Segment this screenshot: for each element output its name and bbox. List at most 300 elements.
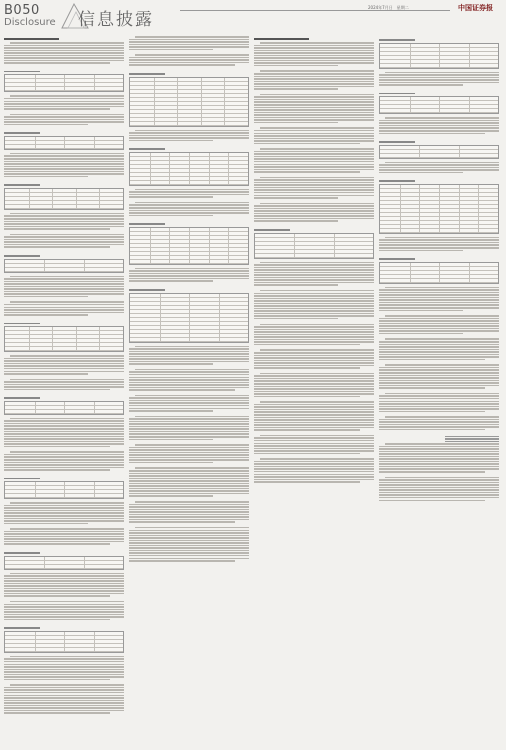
text-line [254,184,374,186]
text-line [254,362,374,364]
table-caption [4,552,40,554]
text-line [379,446,499,448]
text-line [379,310,463,312]
text-line [379,497,499,499]
text-line [254,277,374,279]
table-column-divider [169,153,170,185]
text-line [254,383,374,385]
text-line [4,669,124,671]
text-line [129,389,235,391]
text-line [379,494,499,496]
text-line [4,163,124,165]
text-line [254,427,374,429]
text-line [4,45,124,47]
text-line [129,555,249,557]
table-column-divider [478,185,479,233]
text-line [129,560,235,562]
text-line [129,348,249,350]
text-line [129,521,235,523]
table-column-divider [35,75,36,91]
text-line [10,234,124,236]
text-line [254,443,374,445]
table-column-divider [52,189,53,209]
text-line [129,547,249,549]
text-line [254,404,374,406]
text-line [254,210,374,212]
text-line [10,502,124,504]
paragraph-gap [379,432,499,435]
text-line [254,344,360,346]
text-line [260,148,374,150]
text-line [254,476,374,478]
text-line [129,363,213,365]
text-line [129,480,249,482]
text-line [385,393,499,395]
text-line [4,436,124,438]
newspaper-name: 中国证券报 [458,3,493,12]
signature-line [445,441,499,443]
text-line [4,515,124,517]
column-4 [379,36,499,744]
text-line [254,138,374,140]
table-column-divider [94,402,95,414]
text-line [254,474,374,476]
text-line [379,130,499,132]
paragraph-gap [129,283,249,286]
table-column-divider [160,294,161,342]
text-line [254,47,374,49]
text-line [4,580,124,582]
paragraph-gap [4,472,124,475]
table-column-divider [84,557,85,569]
text-line [254,213,374,215]
text-line [135,416,249,418]
text-line [129,535,249,537]
text-line [129,361,249,363]
text-line [379,172,463,174]
text-line [379,456,499,458]
data-table [379,145,499,159]
text-line [10,355,124,357]
text-line [260,127,374,129]
text-line [4,679,110,681]
table-caption [379,39,415,41]
text-line [254,313,374,315]
text-line [4,291,124,293]
data-table [379,262,499,284]
text-line [254,463,374,465]
table-column-divider [224,78,225,126]
text-line [129,436,249,438]
section-code: B050 [4,3,40,18]
text-line [129,421,249,423]
text-line [4,666,124,668]
text-line [129,212,249,214]
text-line [254,339,374,341]
text-line [129,278,249,280]
signature-line [445,438,499,440]
table-column-divider [29,327,30,351]
data-table [4,259,124,273]
table-column-divider [469,263,470,283]
text-line [254,208,374,210]
text-line [254,308,374,310]
table-column-divider [64,75,65,91]
table-column-divider [294,234,295,258]
text-line [254,99,374,101]
text-line [4,446,110,448]
text-line [129,382,249,384]
text-line [4,283,124,285]
text-line [4,57,124,59]
table-column-divider [228,153,229,185]
text-line [135,395,249,397]
data-table [129,152,249,186]
text-line [129,433,249,435]
text-line [254,300,374,302]
text-line [129,384,249,386]
text-line [379,328,499,330]
text-line [129,379,249,381]
text-line [4,700,124,702]
text-line [379,492,499,494]
table-column-divider [228,228,229,264]
text-line [10,656,124,658]
text-line [379,344,499,346]
text-line [4,381,124,383]
table-column-divider [189,228,190,264]
paragraph-gap [379,252,499,255]
text-line [385,315,499,317]
text-line [379,320,499,322]
text-line [4,371,124,373]
table-column-divider [400,185,401,233]
text-line [129,204,249,206]
table-caption [4,323,40,325]
text-line [379,84,463,86]
text-line [4,541,124,543]
section-heading [254,38,309,40]
text-line [254,107,374,109]
text-line [129,506,249,508]
text-line [254,406,374,408]
text-line [4,606,124,608]
data-table [129,227,249,265]
text-line [379,359,485,361]
text-line [4,438,124,440]
table-column-divider [44,260,45,272]
text-line [4,531,124,533]
text-line [4,695,124,697]
text-line [4,228,110,230]
text-line [260,262,374,264]
text-line [129,57,249,59]
text-line [254,101,374,103]
data-table [129,77,249,127]
table-caption [4,184,40,186]
text-line [254,282,374,284]
text-line [10,213,124,215]
text-line [254,78,374,80]
text-line [254,45,374,47]
text-line [379,401,499,403]
text-line [254,164,374,166]
text-line [379,411,485,413]
table-column-divider [76,327,77,351]
text-line [379,239,499,241]
column-3 [254,36,374,744]
text-line [10,42,124,44]
paragraph-gap [4,621,124,624]
text-line [129,545,249,547]
text-line [4,462,124,464]
data-table [4,631,124,653]
text-line [254,269,374,271]
data-table [379,184,499,234]
date-line: 2024年7月日 星期二 [368,5,409,10]
text-line [254,326,374,328]
text-line [10,301,124,303]
text-line [254,187,374,189]
text-line [10,528,124,530]
data-table [4,188,124,210]
text-line [254,96,374,98]
text-line [4,62,110,64]
text-line [260,435,374,437]
text-line [129,353,249,355]
text-line [4,543,110,545]
text-line [4,363,124,365]
text-line [129,490,249,492]
text-line [10,418,124,420]
table-caption [379,141,415,143]
text-line [385,72,499,74]
data-table [4,481,124,499]
text-line [379,424,499,426]
text-line [379,351,499,353]
text-line [254,466,374,468]
text-line [4,590,124,592]
text-line [129,196,213,198]
text-line [379,387,485,389]
text-line [379,380,499,382]
text-line [254,133,374,135]
text-line [254,453,360,455]
text-line [4,609,124,611]
paragraph-gap [129,67,249,70]
text-line [254,409,374,411]
text-line [129,371,249,373]
text-line [254,468,374,470]
text-line [379,377,499,379]
text-line [129,542,249,544]
paragraph-gap [4,126,124,129]
text-line [4,520,124,522]
text-line [129,400,249,402]
text-line [4,523,88,525]
text-line [4,244,124,246]
paragraph-gap [379,502,499,505]
text-line [4,103,124,105]
text-line [129,488,249,490]
text-line [4,604,124,606]
text-line [4,171,124,173]
table-column-divider [410,97,411,113]
masthead [0,0,506,34]
text-line [129,558,249,560]
text-line [135,189,249,191]
text-line [4,459,124,461]
text-line [10,573,124,575]
text-line [379,461,499,463]
table-caption [254,229,290,231]
text-line [4,456,124,458]
text-line [379,250,463,252]
text-line [4,687,124,689]
text-line [254,119,374,121]
text-line [4,431,124,433]
text-line [254,117,374,119]
table-column-divider [410,44,411,68]
text-line [379,468,499,470]
text-line [129,387,249,389]
table-column-divider [94,75,95,91]
text-line [254,104,374,106]
text-line [129,64,235,66]
text-line [254,293,374,295]
table-column-divider [64,482,65,498]
text-line [254,50,374,52]
text-line [129,410,213,412]
text-line [254,86,374,88]
text-line [129,275,249,277]
text-line [4,286,124,288]
text-line [254,272,374,274]
text-line [379,169,499,171]
paragraph-gap [129,563,249,566]
text-line [4,712,110,714]
text-line [379,453,499,455]
text-line [129,62,249,64]
text-line [254,329,374,331]
text-line [135,346,249,348]
text-line [4,47,124,49]
text-line [379,299,499,301]
text-line [4,98,124,100]
table-row [5,565,123,569]
text-line [10,451,124,453]
text-line [254,360,374,362]
text-line [135,444,249,446]
table-column-divider [76,189,77,209]
table-column-divider [177,78,178,126]
text-line [4,101,124,103]
text-line [379,471,485,473]
text-line [129,44,249,46]
text-line [135,130,249,132]
text-line [254,437,374,439]
text-line [4,536,124,538]
text-line [254,303,374,305]
text-line [129,514,249,516]
data-table [129,293,249,343]
text-line [260,349,374,351]
text-line [4,168,124,170]
text-line [254,57,374,59]
text-line [385,338,499,340]
text-line [4,518,124,520]
text-line [379,482,499,484]
text-line [254,357,374,359]
text-line [254,166,374,168]
text-line [385,443,499,445]
text-line [379,349,499,351]
text-line [135,268,249,270]
text-line [379,354,499,356]
table-row [255,254,373,258]
text-line [254,52,374,54]
text-line [4,689,124,691]
text-line [254,179,374,181]
text-line [254,388,374,390]
table-column-divider [189,294,190,342]
table-column-divider [44,557,45,569]
table-column-divider [64,632,65,652]
text-line [129,194,249,196]
text-line [379,125,499,127]
table-column-divider [29,189,30,209]
text-line [4,384,124,386]
text-line [4,221,124,223]
text-line [379,244,499,246]
text-line [379,372,499,374]
text-line [4,443,124,445]
text-line [4,176,88,178]
text-line [254,55,374,57]
table-row [5,205,123,209]
data-table [4,74,124,92]
text-line [254,158,374,160]
text-line [254,264,374,266]
text-line [4,241,124,243]
text-line [4,707,124,709]
table-column-divider [35,402,36,414]
table-column-divider [439,44,440,68]
text-line [254,479,374,481]
text-line [379,133,485,135]
text-line [379,341,499,343]
text-line [129,509,249,511]
text-line [254,189,374,191]
text-line [254,76,374,78]
text-line [379,466,499,468]
table-column-divider [469,44,470,68]
text-line [4,236,124,238]
text-line [4,454,124,456]
text-line [254,267,374,269]
text-line [4,588,124,590]
text-line [10,95,124,97]
text-line [254,471,374,473]
text-line [129,478,249,480]
text-line [4,358,124,360]
text-line [4,218,124,220]
table-column-divider [209,228,210,264]
text-line [254,305,374,307]
text-line [379,429,485,431]
text-line [129,41,249,43]
text-line [254,156,374,158]
